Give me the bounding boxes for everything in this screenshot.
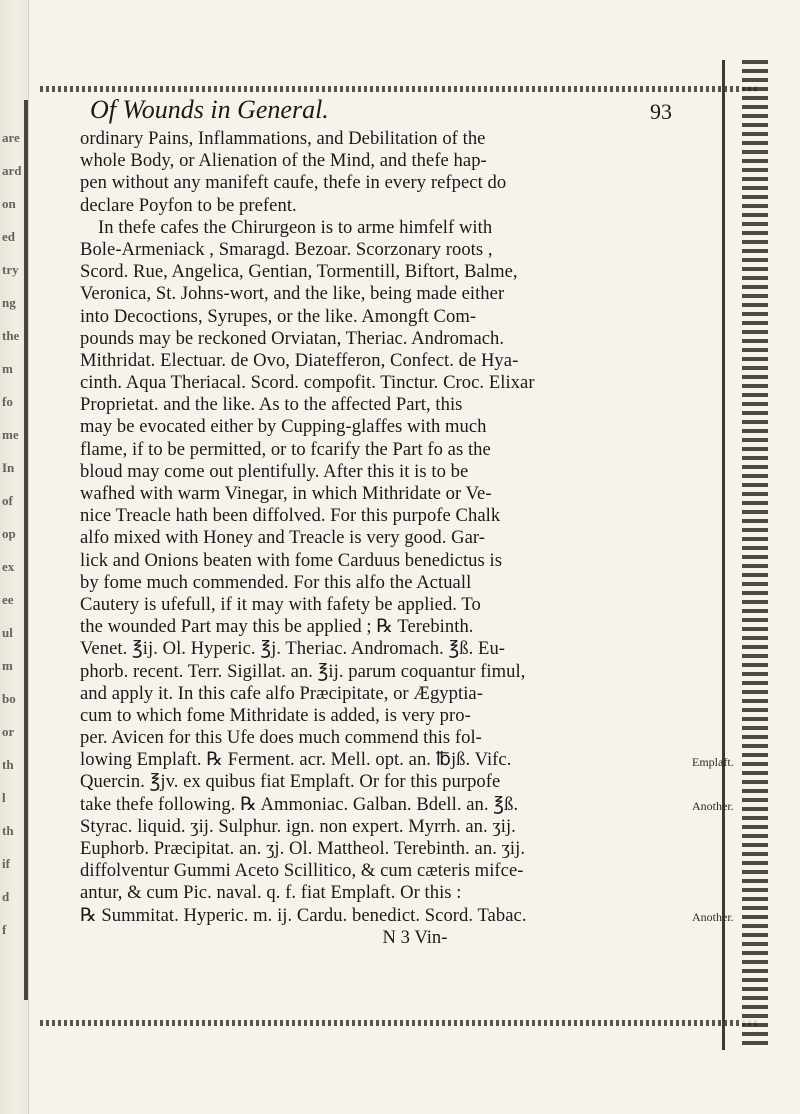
gutter-fragment: of <box>2 493 13 508</box>
text-line: Quercin. ℥jv. ex quibus fiat Emplaft. Or for this purpofe <box>80 771 501 793</box>
text-line: per. Avicen for this Ufe does much commend this fol- <box>80 727 482 749</box>
text-line: pounds may be reckoned Orviatan, Theriac. Andromach. <box>80 327 505 349</box>
text-line: N 3 Vin- <box>382 926 448 948</box>
gutter-fragment: are <box>2 130 20 145</box>
gutter-fragment: In <box>2 460 15 475</box>
gutter-fragment: m <box>2 658 13 673</box>
text-line: antur, & cum Pic. naval. q. f. fiat Emplaft. Or this : <box>80 882 462 904</box>
gutter-fragment: if <box>2 856 10 871</box>
gutter-fragment: on <box>2 196 16 211</box>
text-line: may be evocated either by Cupping-glaffes with much <box>80 416 487 438</box>
text-line: wafhed with warm Vinegar, in which Mithridate or Ve- <box>80 483 492 504</box>
text-line: lick and Onions beaten with fome Carduus benedictus is <box>80 549 503 571</box>
body-text <box>80 128 690 949</box>
margin-note: Another. <box>692 910 734 924</box>
text-line: cum to which fome Mithridate is added, is very pro- <box>80 704 471 726</box>
text-line: ℞ Summitat. Hyperic. m. ij. Cardu. benedict. Scord. Tabac. <box>80 904 527 926</box>
gutter-rule <box>24 100 28 1000</box>
bottom-ornament-rule <box>40 1020 760 1026</box>
text-line: take thefe following. ℞ Ammoniac. Galban. Bdell. an. ℥ß. <box>80 793 519 815</box>
text-line: diffolventur Gummi Aceto Scillitico, & cum cæteris mifce- <box>80 860 524 882</box>
gutter-fragment: op <box>2 526 16 541</box>
gutter-fragment: th <box>2 823 14 838</box>
text-line: whole Body, or Alienation of the Mind, and thefe hap- <box>80 150 487 172</box>
top-ornament-rule <box>40 86 760 92</box>
gutter-fragment: f <box>2 922 7 937</box>
gutter-fragment: or <box>2 724 15 739</box>
text-line: Bole-Armeniack , Smaragd. Bezoar. Scorzonary roots , <box>80 238 493 260</box>
gutter-fragment: m <box>2 361 13 376</box>
text-line: cinth. Aqua Theriacal. Scord. compofit. Tinctur. Croc. Elixar <box>80 372 535 394</box>
text-line: by fome much commended. For this alfo the Actuall <box>80 571 472 593</box>
text-line: bloud may come out plentifully. After this it is to be <box>80 460 469 482</box>
gutter-fragment: ng <box>2 295 16 310</box>
gutter-fragment: ee <box>2 592 14 607</box>
text-line: and apply it. In this cafe alfo Præcipitate, or Ægyptia- <box>80 682 483 704</box>
gutter-fragment: ex <box>2 559 15 574</box>
gutter-fragment: me <box>2 427 19 442</box>
text-line: Euphorb. Præcipitat. an. ʒj. Ol. Mattheol. Terebinth. an. ʒij. <box>80 838 526 859</box>
text-line: pen without any manifeft caufe, thefe in every refpect do <box>80 172 507 194</box>
margin-note: Emplaft. <box>692 754 734 769</box>
text-line: flame, if to be permitted, or to fcarify the Part fo as the <box>80 438 491 460</box>
margin-note: Another. <box>692 799 734 813</box>
gutter-fragment: d <box>2 889 10 904</box>
text-line: phorb. recent. Terr. Sigillat. an. ℥ij. parum coquantur fimul, <box>80 660 526 682</box>
gutter-fragment: l <box>2 790 6 805</box>
gutter-fragment: the <box>2 328 20 343</box>
text-line: declare Poyfon to be prefent. <box>80 194 297 216</box>
page-number: 93 <box>650 99 672 124</box>
text-line: Proprietat. and the like. As to the affected Part, this <box>80 394 463 416</box>
right-border-line <box>722 60 725 1050</box>
running-head: Of Wounds in General. <box>90 95 329 124</box>
text-line: Styrac. liquid. ʒij. Sulphur. ign. non expert. Myrrh. an. ʒij. <box>80 815 516 837</box>
text-line: lowing Emplaft. ℞ Ferment. acr. Mell. opt. an. ℔jß. Vifc. <box>80 749 512 771</box>
gutter-fragment: th <box>2 757 14 772</box>
facing-page-gutter <box>0 0 29 1114</box>
text-line: Veronica, St. Johns-wort, and the like, being made either <box>80 283 505 305</box>
text-line: In thefe cafes the Chirurgeon is to arme himfelf with <box>98 216 493 238</box>
right-ornament-border <box>742 60 768 1050</box>
text-line: Cautery is ufefull, if it may with fafety be applied. To <box>80 593 481 615</box>
gutter-fragment: bo <box>2 691 16 706</box>
gutter-fragment: fo <box>2 394 13 409</box>
text-line: the wounded Part may this be applied ; ℞ Terebinth. <box>80 616 474 638</box>
text-line: nice Treacle hath been diffolved. For this purpofe Chalk <box>80 505 501 527</box>
gutter-fragment: try <box>2 262 19 277</box>
text-line: Mithridat. Electuar. de Ovo, Diatefferon, Confect. de Hya- <box>80 349 519 371</box>
text-line: alfo mixed with Honey and Treacle is very good. Gar- <box>80 527 485 549</box>
text-line: ordinary Pains, Inflammations, and Debilitation of the <box>80 128 486 149</box>
text-line: Scord. Rue, Angelica, Gentian, Tormentill, Biftort, Balme, <box>80 261 518 283</box>
gutter-fragment: ul <box>2 625 13 640</box>
text-line: into Decoctions, Syrupes, or the like. Amongft Com- <box>80 305 477 327</box>
text-line: Venet. ℥ij. Ol. Hyperic. ℥j. Theriac. Andromach. ℥ß. Eu- <box>80 638 506 660</box>
gutter-fragment: ed <box>2 229 15 244</box>
gutter-fragment: ard <box>2 163 22 178</box>
